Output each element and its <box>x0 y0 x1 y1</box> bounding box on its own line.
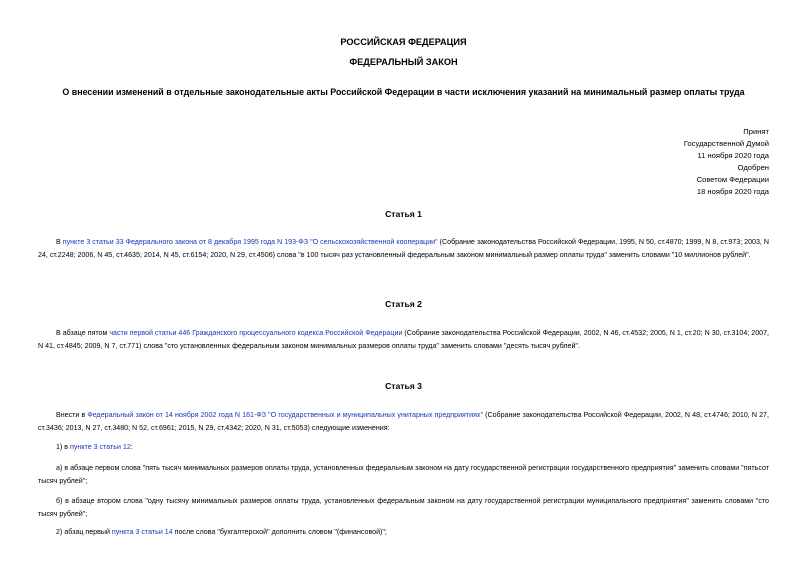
item-1-pre: 1) в <box>56 443 71 451</box>
country-heading: РОССИЙСКАЯ ФЕДЕРАЦИЯ <box>340 37 467 47</box>
article-3-heading: Статья 3 <box>385 381 422 391</box>
article-3-item-a: а) в абзаце первом слова "пять тысяч минимальных размеров оплаты труда, установленных федеральным законом на дату государственной регистрации государственного предприятия" заменить словами "пятьсот тысяч рублей"; <box>38 464 769 485</box>
article-1-text <box>38 236 769 261</box>
article-3-intro <box>38 409 769 434</box>
article-3-item-b: б) в абзаце втором слова "одну тысячу минимальных размеров оплаты труда, установленных федеральным законом на дату государственной регистрации муниципального предприятия" заменить словами "сто тысяч рублей"; <box>38 497 769 518</box>
article-1-text-pre: В <box>56 238 63 246</box>
article-2-heading: Статья 2 <box>385 299 422 309</box>
adoption-line: Советом Федерации <box>696 175 769 184</box>
item-1-link[interactable]: пункте 3 статьи 12 <box>70 443 131 451</box>
article-2-link[interactable]: части первой статьи 446 Гражданского процессуального кодекса Российской Федерации <box>109 329 403 337</box>
article-2-text-post: (Собрание законодательства Российской Федерации, 2002, N 46, ст.4532; 2005, N 1, ст.20; N 30, ст.3104; 2007, N 41, ст.4845; 2009, N 7, ст.771) слова "сто установленных федеральным законом минимальных размеров оплаты труда" заменить словами "десять тысяч рублей". <box>38 329 770 350</box>
article-3-item-2 <box>38 526 769 539</box>
adoption-line: Государственной Думой <box>683 139 769 148</box>
item-1-post: : <box>130 443 133 451</box>
adoption-line: Принят <box>743 127 769 136</box>
article-3-item-1 <box>38 441 769 454</box>
article-1-text-post: (Собрание законодательства Российской Федерации, 1995, N 50, ст.4870; 1999, N 8, ст.973; 2003, N 24, ст.2248; 2006, N 45, ст.4635; 2014, N 45, ст.6154; 2020, N 29, ст.4506) слова "в 100 тысяч раз установленный федеральным законом минимальный размер оплаты труда" заменить словами "10 миллионов рублей". <box>38 238 769 259</box>
article-3-link[interactable]: Федеральный закон от 14 ноября 2002 года N 161-ФЗ "О государственных и муниципальных унитарных предприятиях" <box>87 411 483 419</box>
item-2-pre: 2) абзац первый <box>56 528 112 536</box>
article-1-heading: Статья 1 <box>385 209 422 219</box>
doc-type-heading: ФЕДЕРАЛЬНЫЙ ЗАКОН <box>349 57 458 67</box>
item-2-post: после слова "бухгалтерской" дополнить словом "(финансовой)"; <box>172 528 387 536</box>
article-3-intro-post: (Собрание законодательства Российской Федерации, 2002, N 48, ст.4746; 2010, N 27, ст.3436; 2013, N 27, ст.3480; N 52, ст.6961; 2015, N 29, ст.4342; 2020, N 31, ст.5053) следующие изменения: <box>38 411 769 432</box>
adoption-line: 18 ноября 2020 года <box>696 187 769 196</box>
adoption-line: Одобрен <box>737 163 769 172</box>
article-2-text-pre: В абзаце пятом <box>56 329 110 337</box>
article-1-link[interactable]: пункте 3 статьи 33 Федерального закона от 8 декабря 1995 года N 193-ФЗ "О сельскохозяйственной кооперации" <box>62 238 438 246</box>
item-2-link[interactable]: пункта 3 статьи 14 <box>111 528 173 536</box>
article-2-text <box>38 327 769 352</box>
adoption-line: 11 ноября 2020 года <box>697 151 769 160</box>
article-3-intro-pre: Внести в <box>56 411 88 419</box>
law-title: О внесении изменений в отдельные законодательные акты Российской Федерации в части исключения указаний на минимальный размер оплаты труда <box>62 87 745 97</box>
adoption-block <box>684 126 769 198</box>
